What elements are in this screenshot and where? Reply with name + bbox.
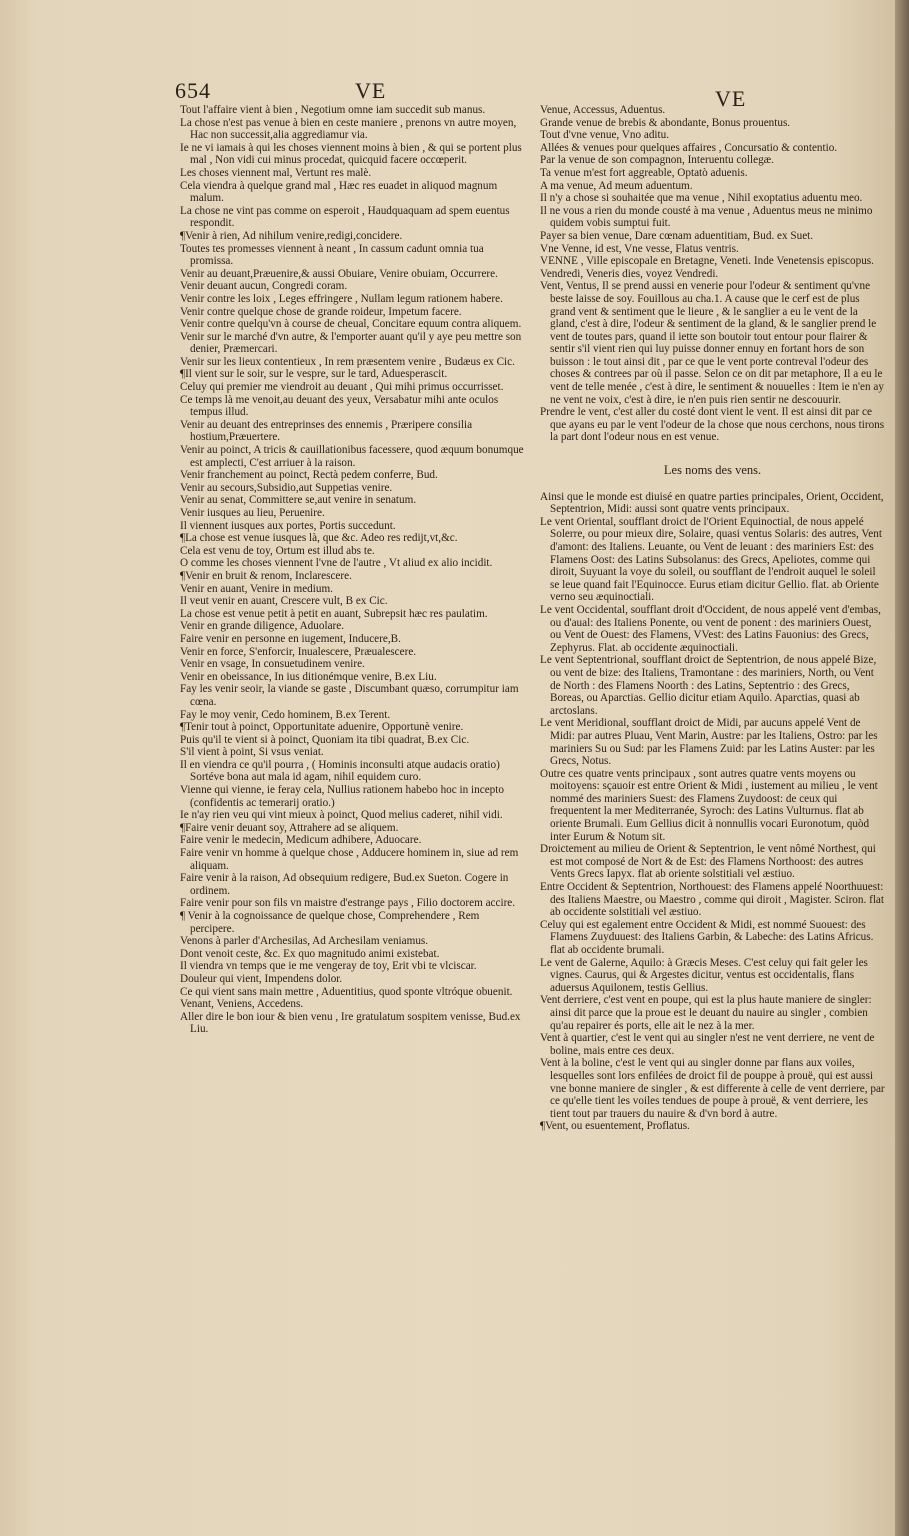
dictionary-entry: Venir deuant aucun, Congredi coram. [180,280,348,293]
dictionary-entry: Tout l'affaire vient à bien , Negotium omne iam succedit sub manus. [180,104,486,116]
dictionary-entry: ¶Il vient sur le soir, sur le vespre, sur le tard, Aduesperascit. [180,368,448,381]
dictionary-entry: Celuy qui premier me viendroit au deuant , Qui mihi primus occurrisset. [180,381,504,394]
dictionary-entry: Vne Venne, id est, Vne vesse, Flatus ventris. [540,242,739,255]
dictionary-entry: Venir au poinct, A tricis & cauillationibus facessere, quod æquum bonumque est amplecti, C'est arriuer à la raison. [180,444,524,469]
dictionary-entry: Il viendra vn temps que ie me vengeray de toy, Erit vbi te vlciscar. [180,960,477,973]
dictionary-entry: ¶Venir à rien, Ad nihilum venire,redigi,concidere. [180,229,403,242]
left-column [180,104,525,1036]
dictionary-entry: Faire venir à la raison, Ad obsequium redigere, Bud.ex Sueton. Cogere in ordinem. [180,872,509,897]
header-left: VE [355,78,387,103]
dictionary-entry: Venir en vsage, In consuetudinem venire. [180,658,365,671]
dictionary-entry: Venir en force, S'enforcir, Inualescere, Præualescere. [180,645,417,658]
dictionary-entry: Toutes tes promesses viennent à neant , In cassum cadunt omnia tua promissa. [180,242,484,268]
dictionary-entry: ¶Tenir tout à poinct, Opportunitate aduenire, Opportunè venire. [180,721,464,734]
wind-names-entries [540,491,885,1133]
right-column [540,104,885,1133]
dictionary-entry: Venue, Accessus, Aduentus. [540,104,666,116]
dictionary-entry: Le vent Septentrional, soufflant droict de Septentrion, de nous appelé Bize, ou vent de bize: des Italiens, Tramontane : des mariniers, North, ou Vent de North : des Flamens Noorth : des Latins, Septentrio : des Grecs, Boreas, ou Aparctias. Gellio dicitur etiam Aquilo. Aparctias, quasi ab arctoslans. [540,654,877,717]
dictionary-entry: Venir au deuant,Præuenire,& aussi Obuiare, Venire obuiam, Occurrere. [180,267,498,280]
dictionary-entry: Vendredi, Veneris dies, voyez Vendredi. [540,267,719,280]
dictionary-entry: Droictement au milieu de Orient & Septentrion, le vent nômé Northest, qui est mot composé de Nort & de Est: des Flamens Northoost: des autres Vents Grecs Iapyx. flat ab oriente solstitiali vel æstiuo. [540,843,876,881]
dictionary-entry: ¶Faire venir deuant soy, Attrahere ad se aliquem. [180,821,399,834]
dictionary-entry: La chose n'est pas venue à bien en ceste maniere , prenons vn autre moyen, Hac non successit,alia aggrediamur via. [180,116,517,142]
dictionary-entry: ¶Vent, ou esuentement, Proflatus. [540,1120,690,1133]
dictionary-entry: Ce temps là me venoit,au deuant des yeux, Versabatur mihi ante oculos tempus illud. [180,393,499,419]
dictionary-entry: Il en viendra ce qu'il pourra , ( Hominis inconsulti atque audacis oratio) Sortéve bona aut mala id agam, nihil equidem curo. [180,758,500,784]
dictionary-entry: Cela est venu de toy, Ortum est illud abs te. [180,544,375,557]
dictionary-entry: Vent à la boline, c'est le vent qui au singler donne par flans aux voiles, lesquelles sont lors enfilées de droict fil de pouppe à prouë, qui est aussi vne bonne maniere de singler , & est differente à celle de vent derriere, par ce qu'elle tient les voiles tendues de poupe à prouë, & vent derriere, les tient tout par trauers du nauire & d'vn bord à autre. [540,1057,885,1120]
dictionary-entry: Le vent Oriental, soufflant droict de l'Orient Equinoctial, de nous appelé Solerre, ou pour mieux dire, Solaire, quasi ventus Solaris: des autres, Vent d'amont: des Italiens. Leuante, ou Vent de leuant : des mariniers Est: des Flamens Oost: des Latins Subsolanus: des Grecs, Apeliotes, comme qui diroit, Suyuant la voye du soleil, ou soufflant de l'endroit auquel le soleil se leue quand fait l'Equinocce. Eurus etiam dicitur Gellio. flat. ab Oriente verno seu æquinoctiali. [540,515,882,604]
dictionary-entry: Allées & venues pour quelques affaires , Concursatio & contentio. [540,141,838,154]
dictionary-entry: O comme les choses viennent l'vne de l'autre , Vt aliud ex alio incidit. [180,557,493,570]
section-title: Les noms des vens. [663,463,762,478]
dictionary-entry: Venant, Veniens, Accedens. [180,998,304,1011]
dictionary-entry: Les choses viennent mal, Vertunt res malè. [180,166,372,179]
page-edge [895,0,909,1536]
dictionary-entry: A ma venue, Ad meum aduentum. [540,179,693,192]
dictionary-entry: Faire venir pour son fils vn maistre d'estrange pays , Filio doctorem accire. [180,897,516,910]
dictionary-entry: Venir contre quelque chose de grande roideur, Impetum facere. [180,305,462,318]
dictionary-entry: Prendre le vent, c'est aller du costé dont vient le vent. Il est ainsi dit par ce que ayans eu par le vent l'odeur de la chose que nous cerchons, nous tirons la part dont l'odeur nous en est venue. [540,406,885,444]
dictionary-entry: Vienne qui vienne, ie feray cela, Nullius rationem habebo hoc in incepto (confidentis ac temerarij oratio.) [180,784,504,809]
dictionary-entry: Ainsi que le monde est diuisé en quatre parties principales, Orient, Occident, Septentrion, Midi: aussi sont quatre vents principaux. [540,490,884,516]
dictionary-entry: Venons à parler d'Archesilas, Ad Archesilam veniamus. [180,935,429,948]
dictionary-entry: Le vent de Galerne, Aquilo: à Græcis Meses. C'est celuy qui fait geler les vignes. Caurus, qui & Argestes dicitur, ventus est occidentalis, flans aduersus Aquilonem, testis Gellius. [540,956,868,994]
dictionary-entry: S'il vient à point, Si vsus veniat. [180,746,324,759]
dictionary-entry: ¶ Venir à la cognoissance de quelque chose, Comprehendere , Rem percipere. [180,910,480,935]
dictionary-entry: La chose ne vint pas comme on esperoit , Haudquaquam ad spem euentus respondit. [180,204,510,230]
dictionary-entry: Douleur qui vient, Impendens dolor. [180,972,343,985]
dictionary-entry: Vent derriere, c'est vent en poupe, qui est la plus haute maniere de singler: ainsi dit parce que la proue est le deuant du nauire au singler , combien qu'au repairer és ports, elle ait le nez à la mer. [540,994,872,1032]
dictionary-entry: Outre ces quatre vents principaux , sont autres quatre vents moyens ou moitoyens: sçauoir est entre Orient & Midi , iustement au milieu , le vent nommé des mariniers Suest: des Flamens Zuydoost: de ceux qui frequentent la mer Mediterranée, Syroch: des Latins Vulturnus. flat ab oriente Brumali. Eum Gellius dicit à nonnullis vocari Euronotum, quòd inter Eurum & Notum sit. [540,767,878,843]
dictionary-entry: Le vent Occidental, soufflant droit d'Occident, de nous appelé vent d'embas, ou d'aual: des Italiens Ponente, ou vent de ponent : des mariniers Ouest, ou Vent de Ouest: des Flamens, VVest: des Latins Fauonius: des Grecs, Zephyrus. Flat. ab occidente æquinoctiali. [540,603,881,654]
dictionary-entry: Faire venir vn homme à quelque chose , Adducere hominem in, siue ad rem aliquam. [180,847,519,872]
dictionary-entry: Venir iusques au lieu, Peruenire. [180,507,325,519]
dictionary-entry: Venir au deuant des entreprinses des ennemis , Præripere consilia hostium,Præuertere. [180,418,473,444]
dictionary-entry: Entre Occident & Septentrion, Northouest: des Flamens appelé Noorthuuest: des Italiens Maestre, ou Maestro , comme qui diroit , Magister. Sciron. flat ab occidente solstitiali vel æstiuo. [540,881,884,919]
dictionary-entry: Venir sur le marché d'vn autre, & l'emporter auant qu'il y aye peu mettre son denier, Præmercari. [180,330,522,356]
dictionary-entry: Ie ne vi iamais à qui les choses viennent moins à bien , & qui se portent plus mal , Non vidi cui minus procedat, quicquid facere occœperit. [180,141,522,167]
dictionary-entry: Payer sa bien venue, Dare cœnam aduentitiam, Bud. ex Suet. [540,229,814,242]
dictionary-entry: Ta venue m'est fort aggreable, Optatò aduenis. [540,166,748,179]
dictionary-entry: Il ne vous a rien du monde cousté à ma venue , Aduentus meus ne minimo quidem vobis sumptui fuit. [540,204,873,230]
dictionary-entry: Ce qui vient sans main mettre , Aduentitius, quod sponte vltróque obuenit. [180,985,513,998]
dictionary-entry: Fay le moy venir, Cedo hominem, B.ex Terent. [180,708,391,721]
dictionary-entry: Venir sur les lieux contentieux , In rem præsentem venire , Budæus ex Cic. [180,355,515,368]
dictionary-entry: Grande venue de brebis & abondante, Bonus prouentus. [540,116,791,129]
dictionary-entry: VENNE , Ville episcopale en Bretagne, Veneti. Inde Venetensis episcopus. [540,255,874,268]
dictionary-entry: Il n'y a chose si souhaitée que ma venue , Nihil exoptatius aduentu meo. [540,192,863,205]
dictionary-entry: Faire venir en personne en iugement, Inducere,B. [180,632,401,645]
dictionary-entry: Cela viendra à quelque grand mal , Hæc res euadet in aliquod magnum malum. [180,179,498,205]
dictionary-entry: Il viennent iusques aux portes, Portis succedunt. [180,519,396,532]
dictionary-entry: Dont venoit ceste, &c. Ex quo magnitudo animi existebat. [180,947,440,960]
dictionary-entry: Vent, Ventus, Il se prend aussi en venerie pour l'odeur & sentiment qu'vne beste laisse de soy. Fouillous au cha.1. A cause que le cerf est de plus grand vent & sentiment que le lieure , & le sanglier a eu le vent de la gland, c'est à dire, l'odeur & sentiment de la gland, & le sanglier prend le vent de toutes pars, quand il iette son boutoir tout entour pour flairer & sentir s'il vient rien qui luy puisse donner ennuy en fortant hors de son buisson : le tout ainsi dit , par ce que le vent porte contreval l'odeur des choses & contrees par où il passe. Selon ce on dit par metaphore, Il a eu le vent de telle menée , c'est à dire, le sentiment & nouuelles : Item ie n'en ay ne vent ne voix, c'est à dire, ie n'en puis rien sentir ne descouurir. [540,280,884,406]
page-number: 654 [175,78,211,103]
header-right: VE [715,86,747,111]
dictionary-entry: Le vent Meridional, soufflant droict de Midi, par aucuns appelé Vent de Midi: par autres Pluau, Vent Marin, Austre: par les Italiens, Ostro: par les mariniers Su ou Sud: par les Flamens Zuid: par les Latins Auster: par les Grecs, Notus. [540,717,878,768]
dictionary-entry: Faire venir le medecin, Medicum adhibere, Aduocare. [180,834,422,847]
right-column-entries [540,104,885,444]
dictionary-entry: Celuy qui est egalement entre Occident & Midi, est nommé Suouest: des Flamens Zuyduuest: des Italiens Garbin, & Labeche: des Latins Africus. flat ab occidente brumali. [540,918,874,956]
dictionary-entry: Vent à quartier, c'est le vent qui au singler n'est ne vent derriere, ne vent de boline, mais entre ces deux. [540,1032,875,1057]
dictionary-entry: Venir franchement au poinct, Rectà pedem conferre, Bud. [180,469,438,482]
dictionary-entry: Venir en obeissance, In ius ditionémque venire, B.ex Liu. [180,670,437,683]
dictionary-entry: Fay les venir seoir, la viande se gaste , Discumbant quæso, corrumpitur iam cœna. [180,683,519,708]
dictionary-entry: Venir contre les loix , Leges effringere , Nullam legum rationem habere. [180,292,503,305]
dictionary-entry: Ie n'ay rien veu qui vint mieux à poinct, Quod melius caderet, nihil vidi. [180,809,503,822]
dictionary-entry: ¶La chose est venue iusques là, que &c. Adeo res redijt,vt,&c. [180,532,458,545]
dictionary-entry: Venir en grande diligence, Aduolare. [180,620,345,633]
dictionary-entry: Il veut venir en auant, Crescere vult, B ex Cic. [180,595,388,608]
dictionary-entry: Aller dire le bon iour & bien venu , Ire gratulatum sospitem venisse, Bud.ex Liu. [180,1010,521,1036]
dictionary-entry: Par la venue de son compagnon, Interuentu collegæ. [540,154,774,167]
dictionary-entry: Venir contre quelqu'vn à course de cheual, Concitare equum contra aliquem. [180,318,522,331]
dictionary-entry: Venir au secours,Subsidio,aut Suppetias venire. [180,481,393,494]
dictionary-entry: ¶Venir en bruit & renom, Inclarescere. [180,569,352,582]
dictionary-entry: Puis qu'il te vient si à poinct, Quoniam ita tibi quadrat, B.ex Cic. [180,733,470,746]
dictionary-entry: La chose est venue petit à petit en auant, Subrepsit hæc res paulatim. [180,607,488,620]
dictionary-entry: Tout d'vne venue, Vno aditu. [540,129,670,142]
dictionary-entry: Venir au senat, Committere se,aut venire in senatum. [180,494,417,507]
dictionary-entry: Venir en auant, Venire in medium. [180,582,333,595]
